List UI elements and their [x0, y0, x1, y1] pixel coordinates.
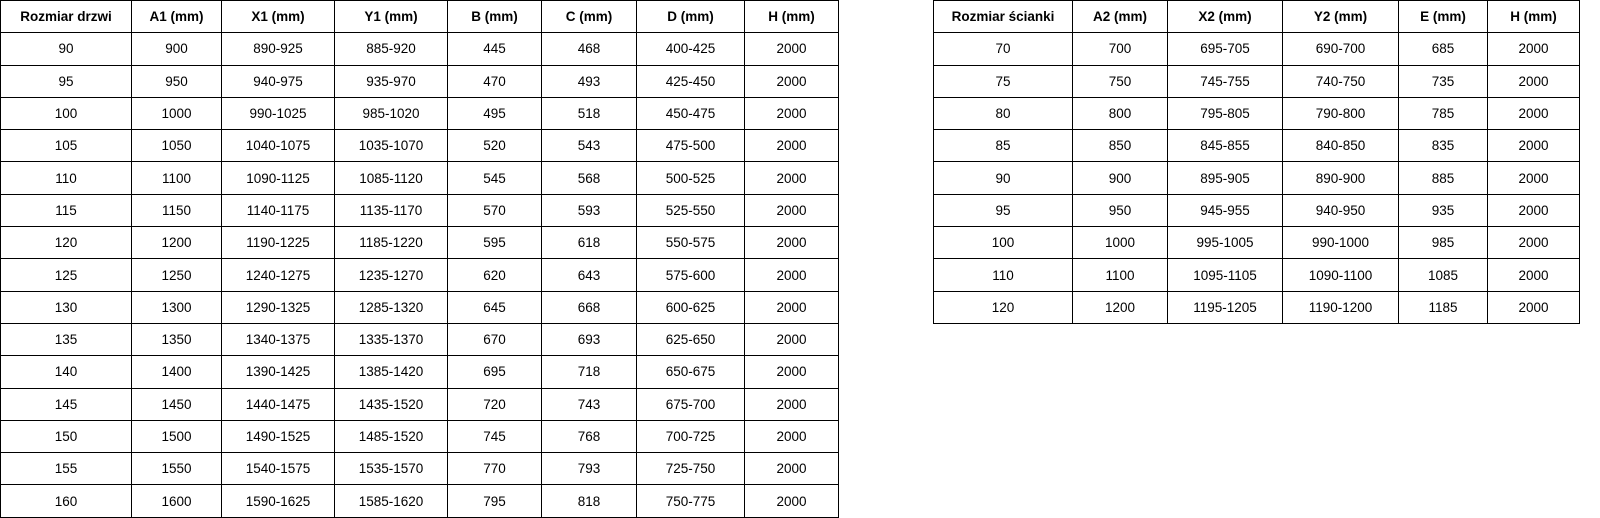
table-cell: 625-650: [637, 323, 745, 355]
table-cell: 885-920: [335, 33, 448, 65]
table-cell: 650-675: [637, 356, 745, 388]
table-cell: 95: [1, 65, 132, 97]
table-cell: 945-955: [1168, 194, 1283, 226]
table-cell: 495: [448, 97, 542, 129]
table-cell: 885: [1399, 162, 1488, 194]
table-cell: 835: [1399, 130, 1488, 162]
table-cell: 1600: [132, 485, 222, 517]
column-header: Y2 (mm): [1283, 1, 1399, 33]
table-cell: 2000: [745, 97, 839, 129]
table-cell: 100: [934, 227, 1073, 259]
table-cell: 95: [934, 194, 1073, 226]
table-cell: 470: [448, 65, 542, 97]
table-cell: 110: [934, 259, 1073, 291]
table-cell: 890-900: [1283, 162, 1399, 194]
table-cell: 2000: [745, 420, 839, 452]
table-cell: 1335-1370: [335, 323, 448, 355]
table-cell: 135: [1, 323, 132, 355]
table-row: [1, 356, 839, 388]
table-cell: 1435-1520: [335, 388, 448, 420]
table-row: [934, 194, 1580, 226]
table-cell: 2000: [1488, 65, 1580, 97]
table-cell: 520: [448, 130, 542, 162]
table-cell: 718: [542, 356, 637, 388]
table-cell: 990-1000: [1283, 227, 1399, 259]
table-cell: 1540-1575: [222, 453, 335, 485]
table-cell: 1290-1325: [222, 291, 335, 323]
table-cell: 643: [542, 259, 637, 291]
table-row: [1, 162, 839, 194]
column-header: B (mm): [448, 1, 542, 33]
table-cell: 675-700: [637, 388, 745, 420]
table-cell: 840-850: [1283, 130, 1399, 162]
column-header: X2 (mm): [1168, 1, 1283, 33]
walls-dimensions-table: [933, 0, 1580, 324]
table-row: [1, 65, 839, 97]
table-cell: 400-425: [637, 33, 745, 65]
table-header-row: [1, 1, 839, 33]
table-cell: 895-905: [1168, 162, 1283, 194]
doors-table-body: [1, 33, 839, 517]
table-cell: 1190-1200: [1283, 291, 1399, 323]
table-cell: 568: [542, 162, 637, 194]
table-cell: 1585-1620: [335, 485, 448, 517]
table-row: [1, 420, 839, 452]
table-cell: 120: [1, 227, 132, 259]
table-cell: 150: [1, 420, 132, 452]
table-cell: 790-800: [1283, 97, 1399, 129]
table-row: [934, 33, 1580, 65]
column-header: D (mm): [637, 1, 745, 33]
table-cell: 2000: [745, 388, 839, 420]
table-cell: 445: [448, 33, 542, 65]
table-cell: 645: [448, 291, 542, 323]
table-cell: 2000: [745, 65, 839, 97]
table-cell: 1195-1205: [1168, 291, 1283, 323]
table-cell: 2000: [745, 227, 839, 259]
table-cell: 90: [934, 162, 1073, 194]
walls-table-container: [933, 0, 1580, 324]
table-cell: 450-475: [637, 97, 745, 129]
table-row: [1, 227, 839, 259]
table-cell: 793: [542, 453, 637, 485]
table-cell: 2000: [745, 291, 839, 323]
table-cell: 2000: [1488, 130, 1580, 162]
table-cell: 693: [542, 323, 637, 355]
table-cell: 130: [1, 291, 132, 323]
table-cell: 1050: [132, 130, 222, 162]
table-cell: 2000: [1488, 291, 1580, 323]
column-header: X1 (mm): [222, 1, 335, 33]
table-cell: 750-775: [637, 485, 745, 517]
table-row: [934, 97, 1580, 129]
table-cell: 685: [1399, 33, 1488, 65]
table-cell: 525-550: [637, 194, 745, 226]
column-header: Y1 (mm): [335, 1, 448, 33]
column-header: H (mm): [1488, 1, 1580, 33]
table-cell: 745: [448, 420, 542, 452]
table-row: [934, 65, 1580, 97]
table-cell: 720: [448, 388, 542, 420]
table-cell: 600-625: [637, 291, 745, 323]
table-cell: 1085: [1399, 259, 1488, 291]
table-cell: 2000: [745, 356, 839, 388]
table-cell: 1100: [1073, 259, 1168, 291]
table-cell: 795: [448, 485, 542, 517]
table-cell: 1000: [132, 97, 222, 129]
table-cell: 900: [132, 33, 222, 65]
table-cell: 115: [1, 194, 132, 226]
table-cell: 800: [1073, 97, 1168, 129]
table-cell: 1400: [132, 356, 222, 388]
table-cell: 1550: [132, 453, 222, 485]
table-cell: 2000: [745, 485, 839, 517]
table-cell: 668: [542, 291, 637, 323]
table-cell: 890-925: [222, 33, 335, 65]
table-cell: 1485-1520: [335, 420, 448, 452]
table-cell: 110: [1, 162, 132, 194]
table-row: [934, 259, 1580, 291]
table-row: [1, 259, 839, 291]
table-cell: 935: [1399, 194, 1488, 226]
table-cell: 125: [1, 259, 132, 291]
table-cell: 120: [934, 291, 1073, 323]
table-cell: 735: [1399, 65, 1488, 97]
table-cell: 1590-1625: [222, 485, 335, 517]
table-cell: 1000: [1073, 227, 1168, 259]
table-cell: 545: [448, 162, 542, 194]
column-header: C (mm): [542, 1, 637, 33]
table-row: [934, 130, 1580, 162]
table-cell: 75: [934, 65, 1073, 97]
table-row: [1, 453, 839, 485]
table-cell: 1040-1075: [222, 130, 335, 162]
table-cell: 1090-1100: [1283, 259, 1399, 291]
table-cell: 425-450: [637, 65, 745, 97]
table-cell: 1100: [132, 162, 222, 194]
table-cell: 575-600: [637, 259, 745, 291]
table-row: [934, 227, 1580, 259]
table-cell: 70: [934, 33, 1073, 65]
table-cell: 950: [132, 65, 222, 97]
table-cell: 1150: [132, 194, 222, 226]
table-cell: 100: [1, 97, 132, 129]
table-cell: 940-975: [222, 65, 335, 97]
table-cell: 700: [1073, 33, 1168, 65]
column-header: Rozmiar ścianki: [934, 1, 1073, 33]
table-cell: 2000: [745, 259, 839, 291]
table-cell: 768: [542, 420, 637, 452]
table-cell: 1390-1425: [222, 356, 335, 388]
table-cell: 695: [448, 356, 542, 388]
doors-table-head: [1, 1, 839, 33]
table-cell: 1185-1220: [335, 227, 448, 259]
table-cell: 1135-1170: [335, 194, 448, 226]
table-cell: 618: [542, 227, 637, 259]
table-cell: 770: [448, 453, 542, 485]
table-cell: 2000: [745, 453, 839, 485]
table-cell: 1440-1475: [222, 388, 335, 420]
table-header-row: [934, 1, 1580, 33]
table-cell: 90: [1, 33, 132, 65]
table-cell: 1240-1275: [222, 259, 335, 291]
table-row: [1, 194, 839, 226]
table-cell: 1185: [1399, 291, 1488, 323]
table-cell: 1190-1225: [222, 227, 335, 259]
table-row: [934, 162, 1580, 194]
table-cell: 1500: [132, 420, 222, 452]
table-cell: 543: [542, 130, 637, 162]
table-cell: 570: [448, 194, 542, 226]
table-cell: 900: [1073, 162, 1168, 194]
table-cell: 725-750: [637, 453, 745, 485]
table-cell: 1200: [1073, 291, 1168, 323]
table-cell: 468: [542, 33, 637, 65]
table-cell: 1090-1125: [222, 162, 335, 194]
table-cell: 940-950: [1283, 194, 1399, 226]
table-cell: 1340-1375: [222, 323, 335, 355]
table-cell: 1535-1570: [335, 453, 448, 485]
table-cell: 985: [1399, 227, 1488, 259]
table-row: [1, 33, 839, 65]
table-cell: 1235-1270: [335, 259, 448, 291]
table-cell: 1200: [132, 227, 222, 259]
table-cell: 670: [448, 323, 542, 355]
table-cell: 80: [934, 97, 1073, 129]
table-cell: 695-705: [1168, 33, 1283, 65]
table-cell: 85: [934, 130, 1073, 162]
table-row: [1, 485, 839, 517]
table-row: [1, 97, 839, 129]
table-cell: 2000: [1488, 162, 1580, 194]
table-cell: 1350: [132, 323, 222, 355]
table-row: [1, 130, 839, 162]
table-cell: 1450: [132, 388, 222, 420]
table-cell: 2000: [1488, 227, 1580, 259]
table-cell: 990-1025: [222, 97, 335, 129]
table-row: [1, 388, 839, 420]
table-cell: 105: [1, 130, 132, 162]
table-cell: 1385-1420: [335, 356, 448, 388]
table-cell: 818: [542, 485, 637, 517]
table-cell: 950: [1073, 194, 1168, 226]
table-cell: 493: [542, 65, 637, 97]
table-cell: 518: [542, 97, 637, 129]
table-cell: 2000: [1488, 33, 1580, 65]
table-cell: 593: [542, 194, 637, 226]
table-cell: 620: [448, 259, 542, 291]
table-cell: 745-755: [1168, 65, 1283, 97]
table-cell: 2000: [745, 194, 839, 226]
table-cell: 700-725: [637, 420, 745, 452]
table-cell: 2000: [745, 130, 839, 162]
column-header: A1 (mm): [132, 1, 222, 33]
table-cell: 750: [1073, 65, 1168, 97]
table-cell: 155: [1, 453, 132, 485]
table-cell: 550-575: [637, 227, 745, 259]
table-cell: 985-1020: [335, 97, 448, 129]
table-cell: 850: [1073, 130, 1168, 162]
table-cell: 160: [1, 485, 132, 517]
table-cell: 1490-1525: [222, 420, 335, 452]
table-cell: 1035-1070: [335, 130, 448, 162]
column-header: H (mm): [745, 1, 839, 33]
table-cell: 1300: [132, 291, 222, 323]
table-cell: 2000: [745, 33, 839, 65]
table-cell: 1250: [132, 259, 222, 291]
table-cell: 2000: [1488, 259, 1580, 291]
table-cell: 785: [1399, 97, 1488, 129]
column-header: Rozmiar drzwi: [1, 1, 132, 33]
column-header: A2 (mm): [1073, 1, 1168, 33]
table-cell: 1085-1120: [335, 162, 448, 194]
table-row: [1, 291, 839, 323]
table-cell: 2000: [1488, 97, 1580, 129]
walls-table-head: [934, 1, 1580, 33]
table-cell: 2000: [745, 162, 839, 194]
table-cell: 145: [1, 388, 132, 420]
table-cell: 1095-1105: [1168, 259, 1283, 291]
table-cell: 2000: [745, 323, 839, 355]
table-cell: 995-1005: [1168, 227, 1283, 259]
table-cell: 795-805: [1168, 97, 1283, 129]
table-cell: 743: [542, 388, 637, 420]
column-header: E (mm): [1399, 1, 1488, 33]
table-cell: 595: [448, 227, 542, 259]
table-cell: 1285-1320: [335, 291, 448, 323]
walls-table-body: [934, 33, 1580, 324]
table-cell: 690-700: [1283, 33, 1399, 65]
table-cell: 935-970: [335, 65, 448, 97]
table-cell: 1140-1175: [222, 194, 335, 226]
table-row: [1, 323, 839, 355]
table-cell: 140: [1, 356, 132, 388]
table-cell: 845-855: [1168, 130, 1283, 162]
table-cell: 2000: [1488, 194, 1580, 226]
table-cell: 500-525: [637, 162, 745, 194]
table-cell: 740-750: [1283, 65, 1399, 97]
table-row: [934, 291, 1580, 323]
table-cell: 475-500: [637, 130, 745, 162]
